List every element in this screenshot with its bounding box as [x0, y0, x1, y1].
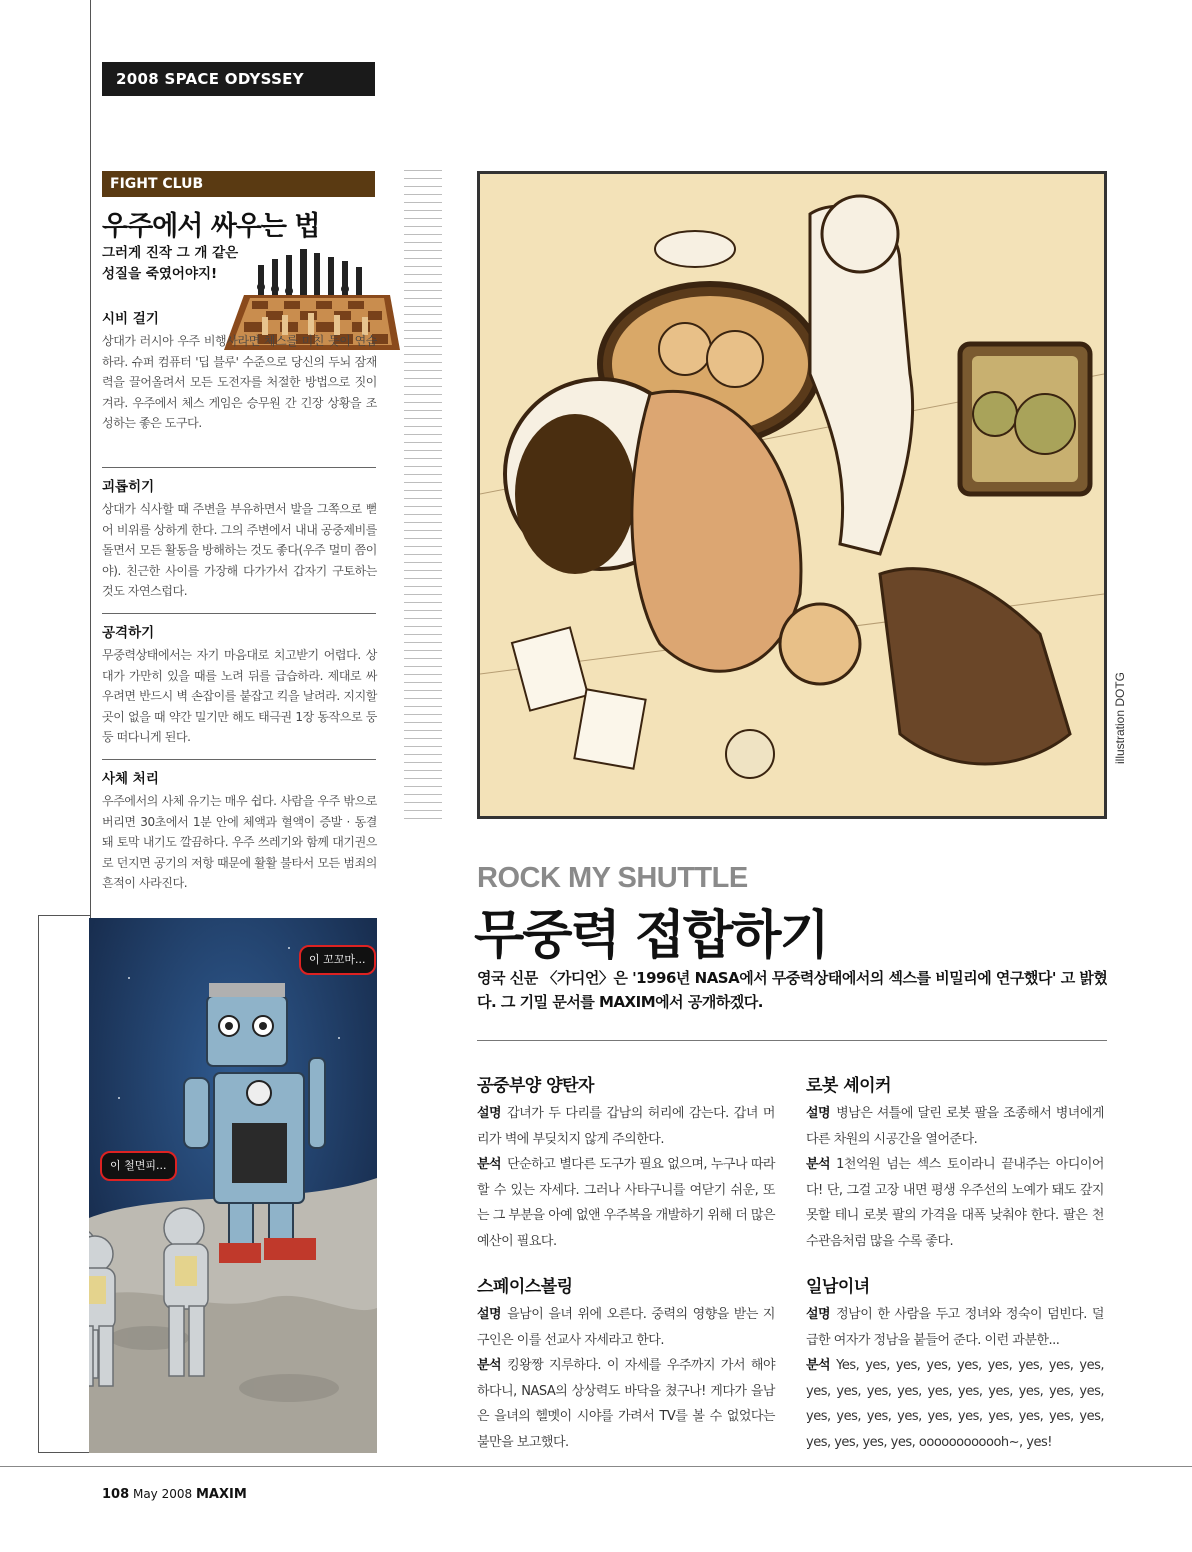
position-desc: [806, 1101, 1104, 1152]
position-block: [806, 1274, 1104, 1455]
analysis-label: 분석: [477, 1157, 502, 1172]
page-number: 108: [102, 1487, 130, 1502]
magazine-name: MAXIM: [195, 1487, 247, 1502]
section-body: 상대가 러시아 우주 비행사라면 체스를 미친 듯이 연습하라. 슈퍼 컴퓨터 '딥 블루' 수준으로 당신의 두뇌 잠재력을 끌어올려서 모든 도전자를 처절한 방법으로 짓이겨라. 우주에서 체스 게임은 승무원 간 긴장 상황을 조성하는 좋은 도구다.: [102, 334, 377, 430]
analysis-text: 단순하고 별다른 도구가 필요 없으며, 누구나 따라할 수 있는 자세다. 그러나 사타구니를 여닫기 쉬운, 또는 그 부분을 아예 없앤 우주복을 개발하기 위해 더 많은 예산이 필요다.: [477, 1157, 775, 1249]
section-heading: 시비 걸기: [102, 311, 159, 327]
position-analysis: [806, 1152, 1104, 1254]
decorative-stripes: [404, 170, 442, 825]
sidebar-subtitle: 그러게 진작 그 개 같은 성질을 죽였어야지!: [102, 245, 239, 282]
issue-date: May 2008: [132, 1487, 193, 1501]
left-margin-rule: [90, 0, 91, 918]
desc-label: 설명: [806, 1307, 831, 1322]
desc-text: 정남이 한 사람을 두고 정녀와 정숙이 덤빈다. 덜 급한 여자가 정남을 붙들어 준다. 이런 과분한...: [806, 1307, 1104, 1348]
position-block: [477, 1274, 775, 1455]
analysis-label: 분석: [806, 1157, 831, 1172]
position-analysis: [806, 1353, 1104, 1455]
analysis-text: 킹왕짱 지루하다. 이 자세를 우주까지 가서 해야 하다니, NASA의 상상력도 바닥을 쳤구나! 게다가 을남은 을녀의 헬멧이 시야를 가려서 TV를 볼 수 없었다는 불만을 보고했다.: [477, 1358, 775, 1450]
astronaut-illustration: [477, 171, 1107, 819]
sidebar-section: [102, 622, 377, 748]
section-heading: 사체 처리: [102, 771, 159, 787]
sidebar-section: [102, 476, 377, 602]
position-analysis: [477, 1353, 775, 1455]
position-desc: [477, 1101, 775, 1152]
sidebar-tag: FIGHT CLUB: [102, 171, 375, 197]
position-title: 일남이녀: [806, 1277, 870, 1297]
position-title: 로봇 셰이커: [806, 1076, 892, 1096]
robot-astronaut-photo: [89, 918, 377, 1453]
article-divider: [477, 1040, 1107, 1041]
position-block: [806, 1073, 1104, 1254]
article-kicker: ROCK MY SHUTTLE: [477, 862, 748, 894]
speech-bubble-left: 이 철면피...: [100, 1151, 177, 1181]
position-desc: [806, 1302, 1104, 1353]
section-divider: [102, 613, 376, 614]
page-footer: [102, 1487, 247, 1502]
position-block: [477, 1073, 775, 1254]
analysis-label: 분석: [477, 1358, 502, 1373]
section-body: 무중력상태에서는 자기 마음대로 치고받기 어렵다. 상대가 가만히 있을 때를 노려 뒤를 급습하라. 제대로 싸우려면 반드시 벽 손잡이를 붙잡고 킥을 날려라. 지지할 곳이 없을 때 약간 밀기만 해도 태극권 1장 동작으로 둥둥 떠다니게 된다.: [102, 648, 377, 744]
sidebar-section: [102, 308, 377, 434]
section-heading: 공격하기: [102, 625, 155, 641]
section-divider: [102, 759, 376, 760]
section-heading: 괴롭히기: [102, 479, 155, 495]
credit-text: illustration DOTG: [1113, 671, 1127, 765]
sidebar-section: [102, 768, 377, 894]
article-intro: 영국 신문 〈가디언〉은 '1996년 NASA에서 무중력상태에서의 섹스를 비밀리에 연구했다' 고 밝혔다. 그 기밀 문서를 MAXIM에서 공개하겠다.: [477, 969, 1108, 1011]
analysis-text: Yes, yes, yes, yes, yes, yes, yes, yes, yes, yes, yes, yes, yes, yes, yes, yes, yes, yes, yes, yes, yes, yes, yes, yes, yes, yes, yes, yes, yes, yes, yes, yes, yes, oooooooooooh~, yes!: [806, 1358, 1104, 1450]
position-analysis: [477, 1152, 775, 1254]
photo-frame: [38, 915, 90, 1453]
position-desc: [477, 1302, 775, 1353]
desc-text: 갑녀가 두 다리를 갑남의 허리에 감는다. 갑녀 머리가 벽에 부딪치지 않게 주의한다.: [477, 1106, 775, 1147]
analysis-label: 분석: [806, 1358, 831, 1373]
desc-label: 설명: [477, 1307, 502, 1322]
position-title: 스페이스볼링: [477, 1277, 573, 1297]
analysis-text: 1천억원 넘는 섹스 토이라니 끝내주는 아디이어다! 단, 그걸 고장 내면 평생 우주선의 노예가 돼도 갚지 못할 테니 로봇 팔의 가격을 대폭 낮춰야 한다. 팔은 천수관음처럼 많을 수록 좋다.: [806, 1157, 1104, 1249]
desc-label: 설명: [806, 1106, 831, 1121]
section-header: 2008 SPACE ODYSSEY: [102, 62, 375, 96]
section-divider: [102, 467, 376, 468]
position-title: 공중부양 양탄자: [477, 1076, 594, 1096]
speech-bubble-top: 이 꼬꼬마...: [299, 945, 376, 975]
section-body: 상대가 식사할 때 주변을 부유하면서 발을 그쪽으로 뻗어 비위를 상하게 한다. 그의 주변에서 내내 공중제비를 돌면서 모든 활동을 방해하는 것도 좋다(우주 멀미 쯤이야). 친근한 사이를 가장해 다가가서 갑자기 구토하는 것도 자연스럽다.: [102, 502, 377, 598]
desc-label: 설명: [477, 1106, 502, 1121]
sidebar-title: 우주에서 싸우는 법: [102, 211, 320, 242]
article-headline: 무중력 접합하기: [474, 906, 828, 966]
desc-text: 병남은 셔틀에 달린 로봇 팔을 조종해서 병녀에게 다른 차원의 시공간을 열어준다.: [806, 1106, 1104, 1147]
illustration-credit: [1112, 668, 1128, 768]
desc-text: 을남이 을녀 위에 오른다. 중력의 영향을 받는 지구인은 이를 선교사 자세라고 한다.: [477, 1307, 775, 1348]
section-body: 우주에서의 사체 유기는 매우 쉽다. 사람을 우주 밖으로 버리면 30초에서 1분 안에 체액과 혈액이 증발 · 동결돼 토막 내기도 깔끔하다. 우주 쓰레기와 함께 대기권으로 던지면 공기의 저항 때문에 활활 불타서 모든 범죄의 흔적이 사라진다.: [102, 794, 377, 890]
footer-rule: [0, 1466, 1192, 1467]
